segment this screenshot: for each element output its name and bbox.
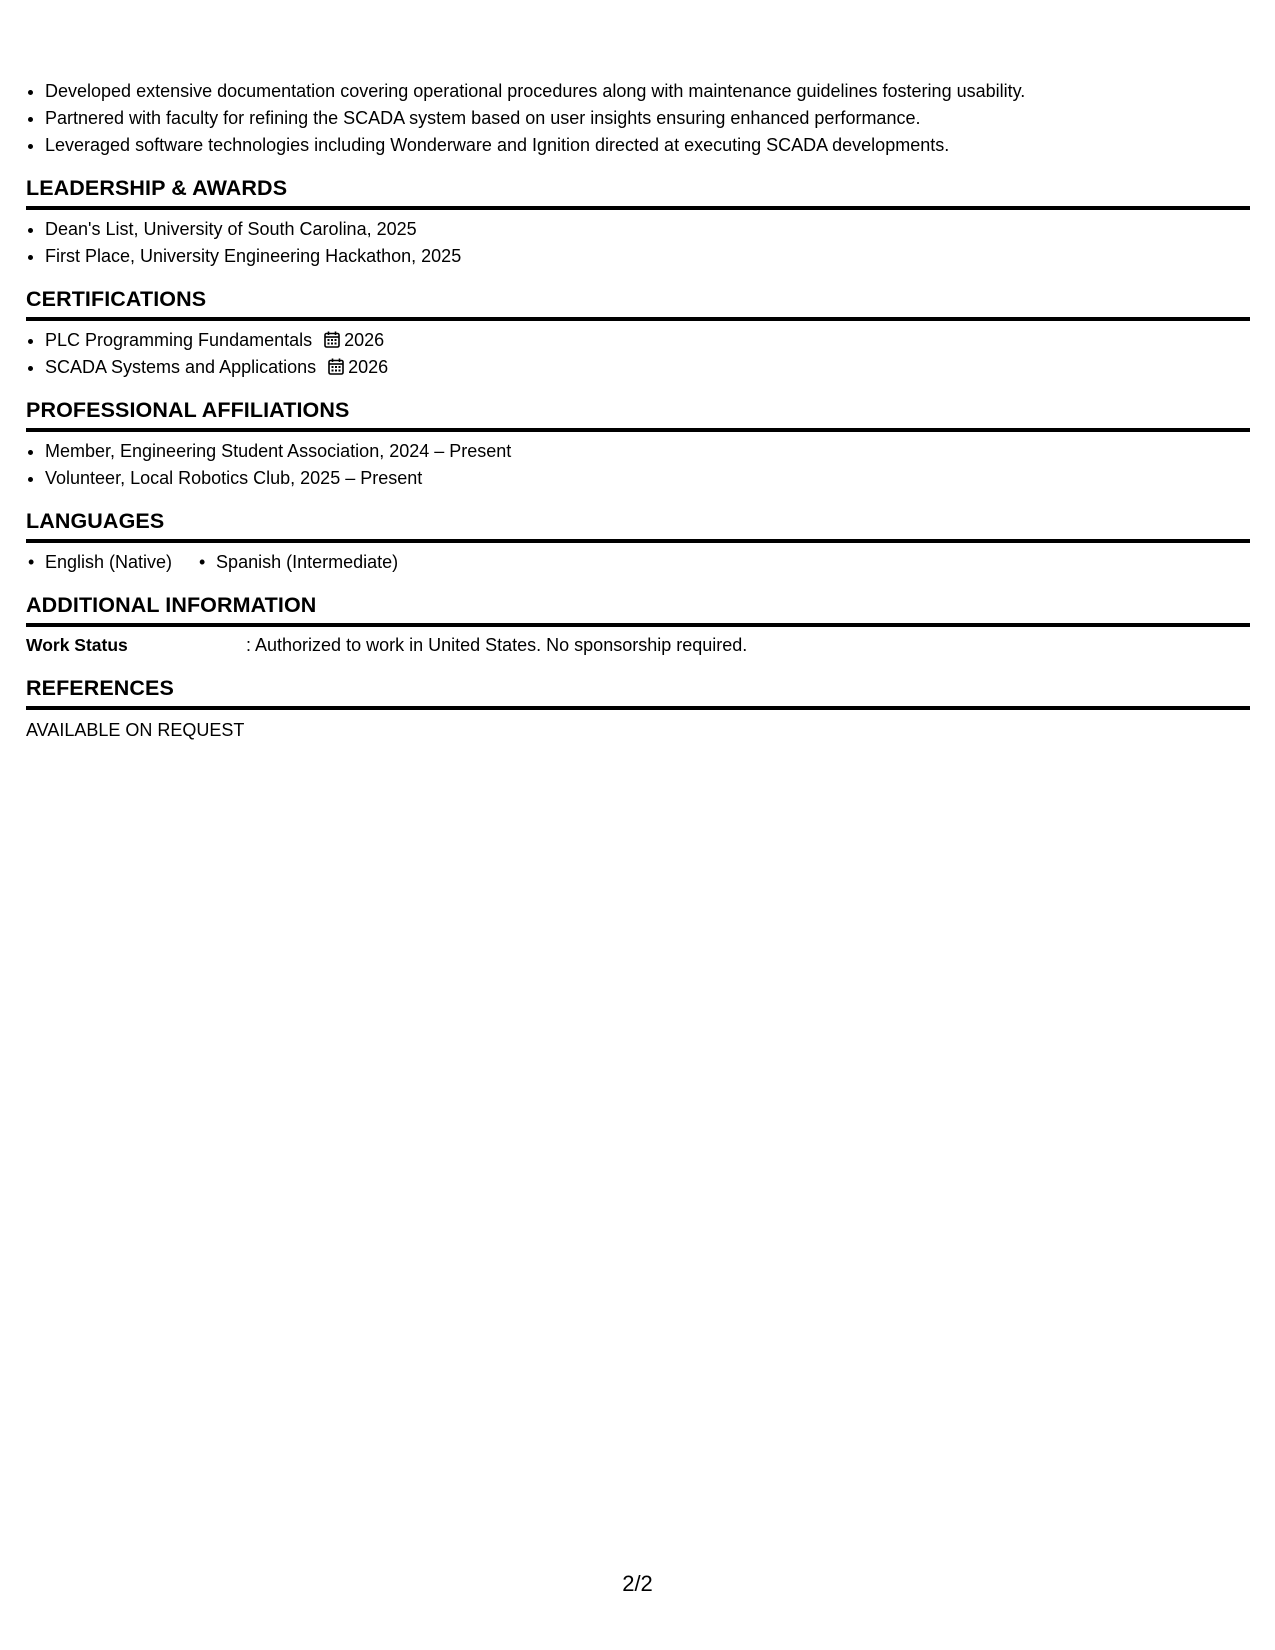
calendar-icon	[324, 331, 340, 348]
additional-info-section	[26, 593, 1250, 659]
work-status-label: Work Status	[26, 635, 128, 655]
certifications-heading: CERTIFICATIONS	[26, 287, 1250, 321]
certification-item	[45, 354, 1250, 381]
references-section	[26, 676, 1250, 744]
language-item: • Spanish (Intermediate)	[197, 549, 398, 576]
experience-bullet: • Leveraged software technologies including Wonderware and Ignition directed at executing SCADA developments.	[45, 132, 1250, 159]
certification-year: 2026	[348, 357, 389, 377]
page-number: 2/2	[622, 1571, 653, 1596]
language-item: • English (Native)	[26, 549, 172, 576]
leadership-heading: LEADERSHIP & AWARDS	[26, 176, 1250, 210]
certifications-section	[26, 287, 1250, 381]
calendar-icon	[328, 358, 344, 375]
leadership-item: • Dean's List, University of South Carolina, 2025	[45, 216, 1250, 243]
resume-page	[26, 78, 1250, 744]
experience-bullets	[26, 78, 1250, 159]
certification-year: 2026	[344, 330, 385, 350]
certification-item	[45, 327, 1250, 354]
additional-info-heading: ADDITIONAL INFORMATION	[26, 593, 1250, 627]
affiliation-item: • Member, Engineering Student Association, 2024 – Present	[45, 438, 1250, 465]
affiliations-section	[26, 398, 1250, 492]
experience-bullet: • Partnered with faculty for refining the SCADA system based on user insights ensuring enhanced performance.	[45, 105, 1250, 132]
languages-section	[26, 509, 1250, 576]
references-heading: REFERENCES	[26, 676, 1250, 710]
affiliations-heading: PROFESSIONAL AFFILIATIONS	[26, 398, 1250, 432]
work-status-value: : Authorized to work in United States. No sponsorship required.	[246, 635, 748, 655]
certification-name: PLC Programming Fundamentals	[45, 330, 313, 350]
leadership-item: • First Place, University Engineering Hackathon, 2025	[45, 243, 1250, 270]
experience-bullet: • Developed extensive documentation covering operational procedures along with maintenance guidelines fostering usability.	[45, 78, 1250, 105]
leadership-section	[26, 176, 1250, 270]
affiliation-item: • Volunteer, Local Robotics Club, 2025 – Present	[45, 465, 1250, 492]
work-status-row	[26, 632, 1250, 659]
languages-heading: LANGUAGES	[26, 509, 1250, 543]
certification-name: SCADA Systems and Applications	[45, 357, 317, 377]
references-text: AVAILABLE ON REQUEST	[26, 720, 245, 740]
